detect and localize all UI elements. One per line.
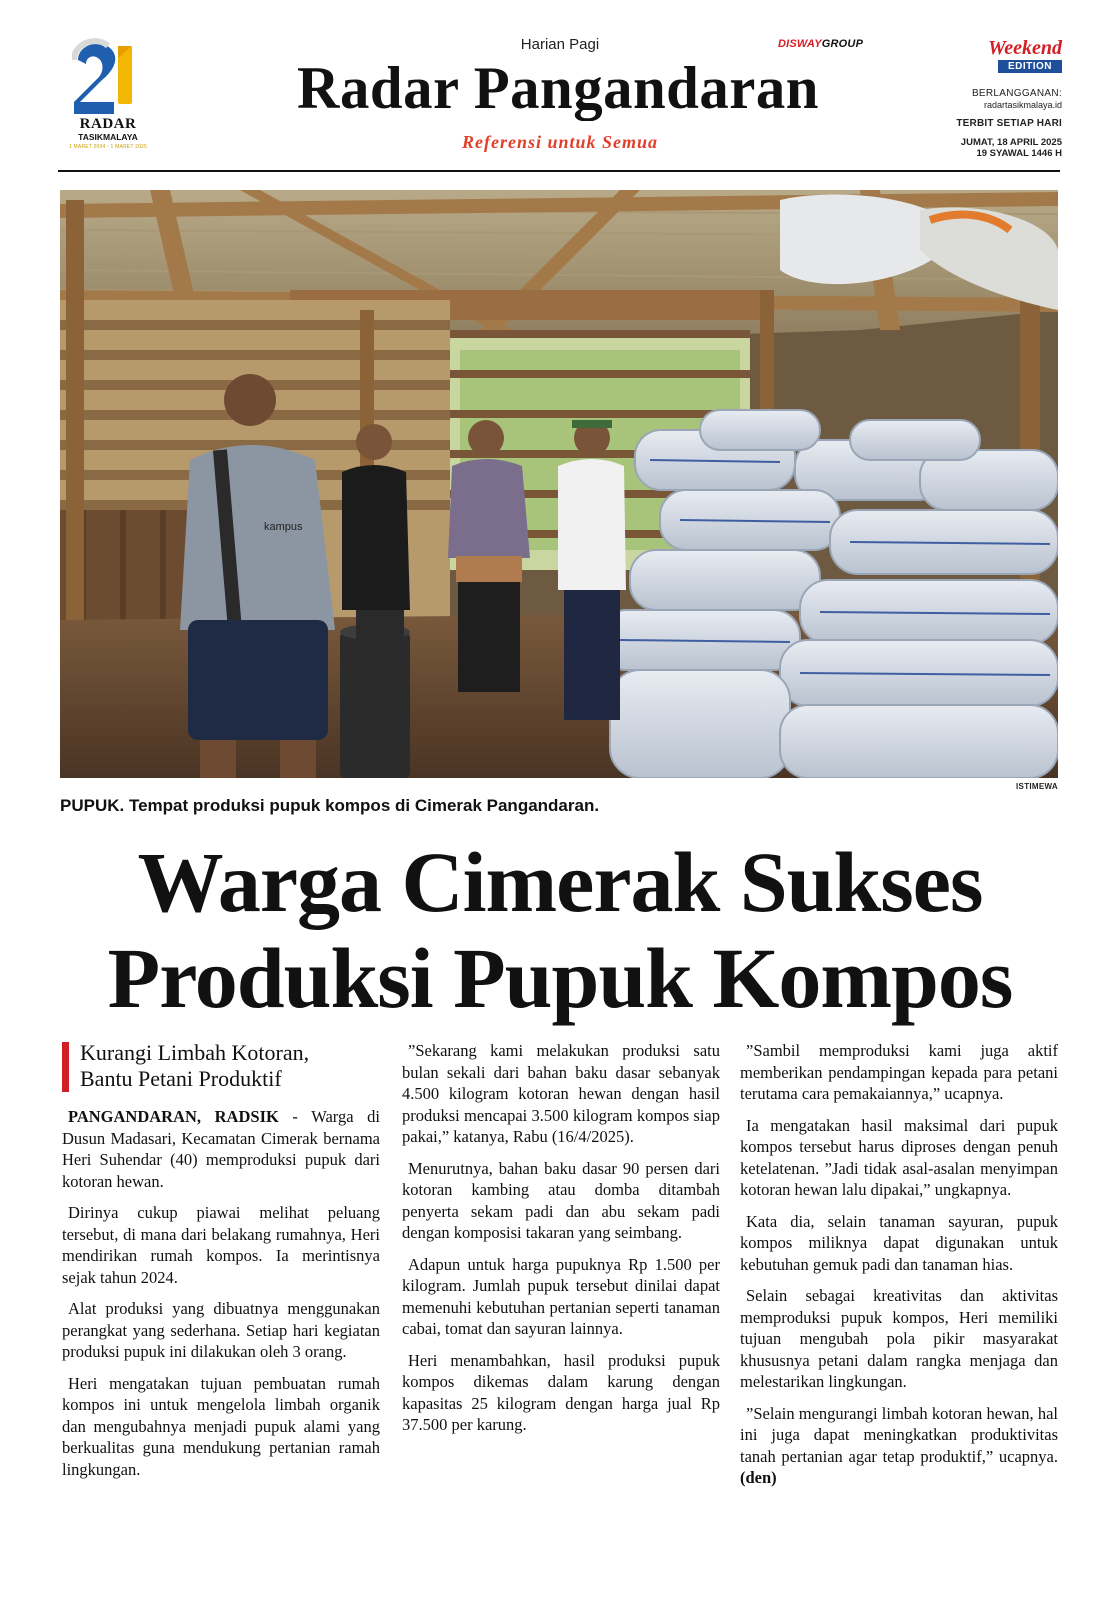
paragraph — [740, 1403, 1058, 1489]
issue-date: JUMAT, 18 APRIL 2025 — [960, 137, 1062, 148]
headline-line-1: Warga Cimerak Sukses — [137, 834, 983, 930]
logo-name: RADAR — [79, 116, 137, 132]
article-column-2 — [402, 1040, 720, 1446]
subscription-info — [930, 88, 1062, 159]
article-photo[interactable] — [60, 190, 1058, 778]
author-initials: (den) — [740, 1468, 777, 1487]
masthead — [0, 0, 1120, 172]
weekend-label: Weekend — [987, 37, 1062, 59]
logo-dates: 1 MARET 2004 - 1 MARET 2025 — [68, 144, 148, 150]
subscribe-label: BERLANGGANAN: — [971, 88, 1062, 99]
paragraph: ”Sekarang kami melakukan produksi satu bulan sekali dari bahan baku dasar sebanyak 4.500 kilogram kotoran hewan dengan hasil produksi mencapai 3.500 kilogram kompos siap pakai,” katanya, Rabu (16/4/2025). — [402, 1041, 720, 1146]
edition-label: EDITION — [998, 60, 1062, 73]
paragraph: Ia mengatakan hasil maksimal dari pupuk kompos tersebut harus diproses dengan penuh ketelatenan. ”Jadi tidak asal-asalan menyimpan kotoran hewan lalu dipakai,” ungkapnya. — [740, 1115, 1058, 1199]
dateline: PANGANDARAN, RADSIK — [68, 1107, 279, 1126]
masthead-rule — [58, 170, 1060, 172]
paragraph-text: ”Selain mengurangi limbah kotoran hewan, hal ini juga dapat meningkatkan produktivitas tanah pertanian agar tetap produktif,” ucapnya. — [740, 1403, 1058, 1466]
paragraph: Dirinya cukup piawai melihat peluang tersebut, di mana dari belakang rumahnya, Heri mendirikan rumah kompos. Ia merintisnya sejak tahun 2024. — [62, 1203, 380, 1287]
paragraph — [62, 1106, 380, 1192]
subhead-line-1: Kurangi Limbah Kotoran, — [80, 1040, 310, 1065]
paragraph: Menurutnya, bahan baku dasar 90 persen dari kotoran kambing atau domba ditambah penyerta sekam padi dan abu sekam padi dengan komposisi takaran yang seimbang. — [402, 1158, 720, 1242]
anniversary-21-logo-icon — [72, 38, 144, 116]
paragraph: ”Sambil memproduksi kami juga aktif memberikan pendampingan kepada para petani terutama cara pemakaiannya,” ucapnya. — [740, 1041, 1058, 1103]
photo-caption: PUPUK. Tempat produksi pupuk kompos di Cimerak Pangandaran. — [60, 796, 600, 815]
group-name-part2: GROUP — [821, 38, 864, 50]
paragraph: Selain sebagai kreativitas dan aktivitas memproduksi pupuk kompos, Heri memiliki tujuan mengubah pola pikir masyarakat khususnya petani dalam rangka menjaga dan melestarikan lingkungan. — [740, 1286, 1058, 1391]
pre-title: Harian Pagi — [520, 36, 600, 53]
shirt-text: kampus — [264, 521, 303, 533]
group-name-part1: DISWAY — [778, 38, 822, 50]
subhead-accent-bar — [62, 1042, 69, 1092]
article-subhead — [62, 1040, 380, 1092]
disway-group-logo — [778, 38, 902, 50]
paragraph-text: - Warga di Dusun Madasari, Kecamatan Cimerak bernama Heri Suhendar (40) memproduksi pupuk dari kotoran hewan. — [62, 1107, 380, 1191]
radar-tasikmalaya-logo[interactable] — [58, 38, 158, 166]
compost-shed-photo-illustration — [60, 190, 1058, 778]
subscribe-site-link[interactable]: radartasikmalaya.id — [983, 100, 1062, 110]
paragraph: Kata dia, selain tanaman sayuran, pupuk kompos miliknya dapat digunakan untuk kebutuhan gemuk padi dan tanaman hias. — [740, 1211, 1058, 1274]
tagline: Referensi untuk Semua — [461, 132, 659, 152]
newspaper-title[interactable]: Radar Pangandaran — [297, 55, 819, 121]
article-column-1 — [62, 1040, 380, 1490]
article-headline[interactable] — [30, 834, 1090, 1026]
headline-line-2: Produksi Pupuk Kompos — [107, 930, 1013, 1026]
photo-credit: ISTIMEWA — [1016, 782, 1058, 791]
article-column-3 — [740, 1040, 1058, 1499]
paragraph: Alat produksi yang dibuatnya menggunakan perangkat yang sederhana. Setiap hari kegiatan produksi pupuk ini dilakukan oleh 3 orang. — [62, 1299, 380, 1361]
paragraph: Heri mengatakan tujuan pembuatan rumah kompos ini untuk mengelola limbah organik dan mengubahnya menjadi pupuk alami yang berkualitas guna mendukung pertanian ramah lingkungan. — [62, 1373, 380, 1479]
publication-frequency: TERBIT SETIAP HARI — [956, 118, 1062, 129]
paragraph: Adapun untuk harga pupuknya Rp 1.500 per kilogram. Jumlah pupuk tersebut dinilai dapat memenuhi kebutuhan pertanian seperti tanaman cabai, tomat dan sayuran lainnya. — [402, 1254, 720, 1338]
logo-city: TASIKMALAYA — [78, 132, 138, 142]
subhead-line-2: Bantu Petani Produktif — [80, 1066, 282, 1091]
issue-date-hijri: 19 SYAWAL 1446 H — [976, 148, 1062, 159]
paragraph: Heri menambahkan, hasil produksi pupuk kompos dikemas dalam karung dengan kapasitas 25 kilogram dengan harga jual Rp 37.500 per karung. — [402, 1350, 720, 1434]
weekend-edition-badge — [968, 36, 1062, 86]
